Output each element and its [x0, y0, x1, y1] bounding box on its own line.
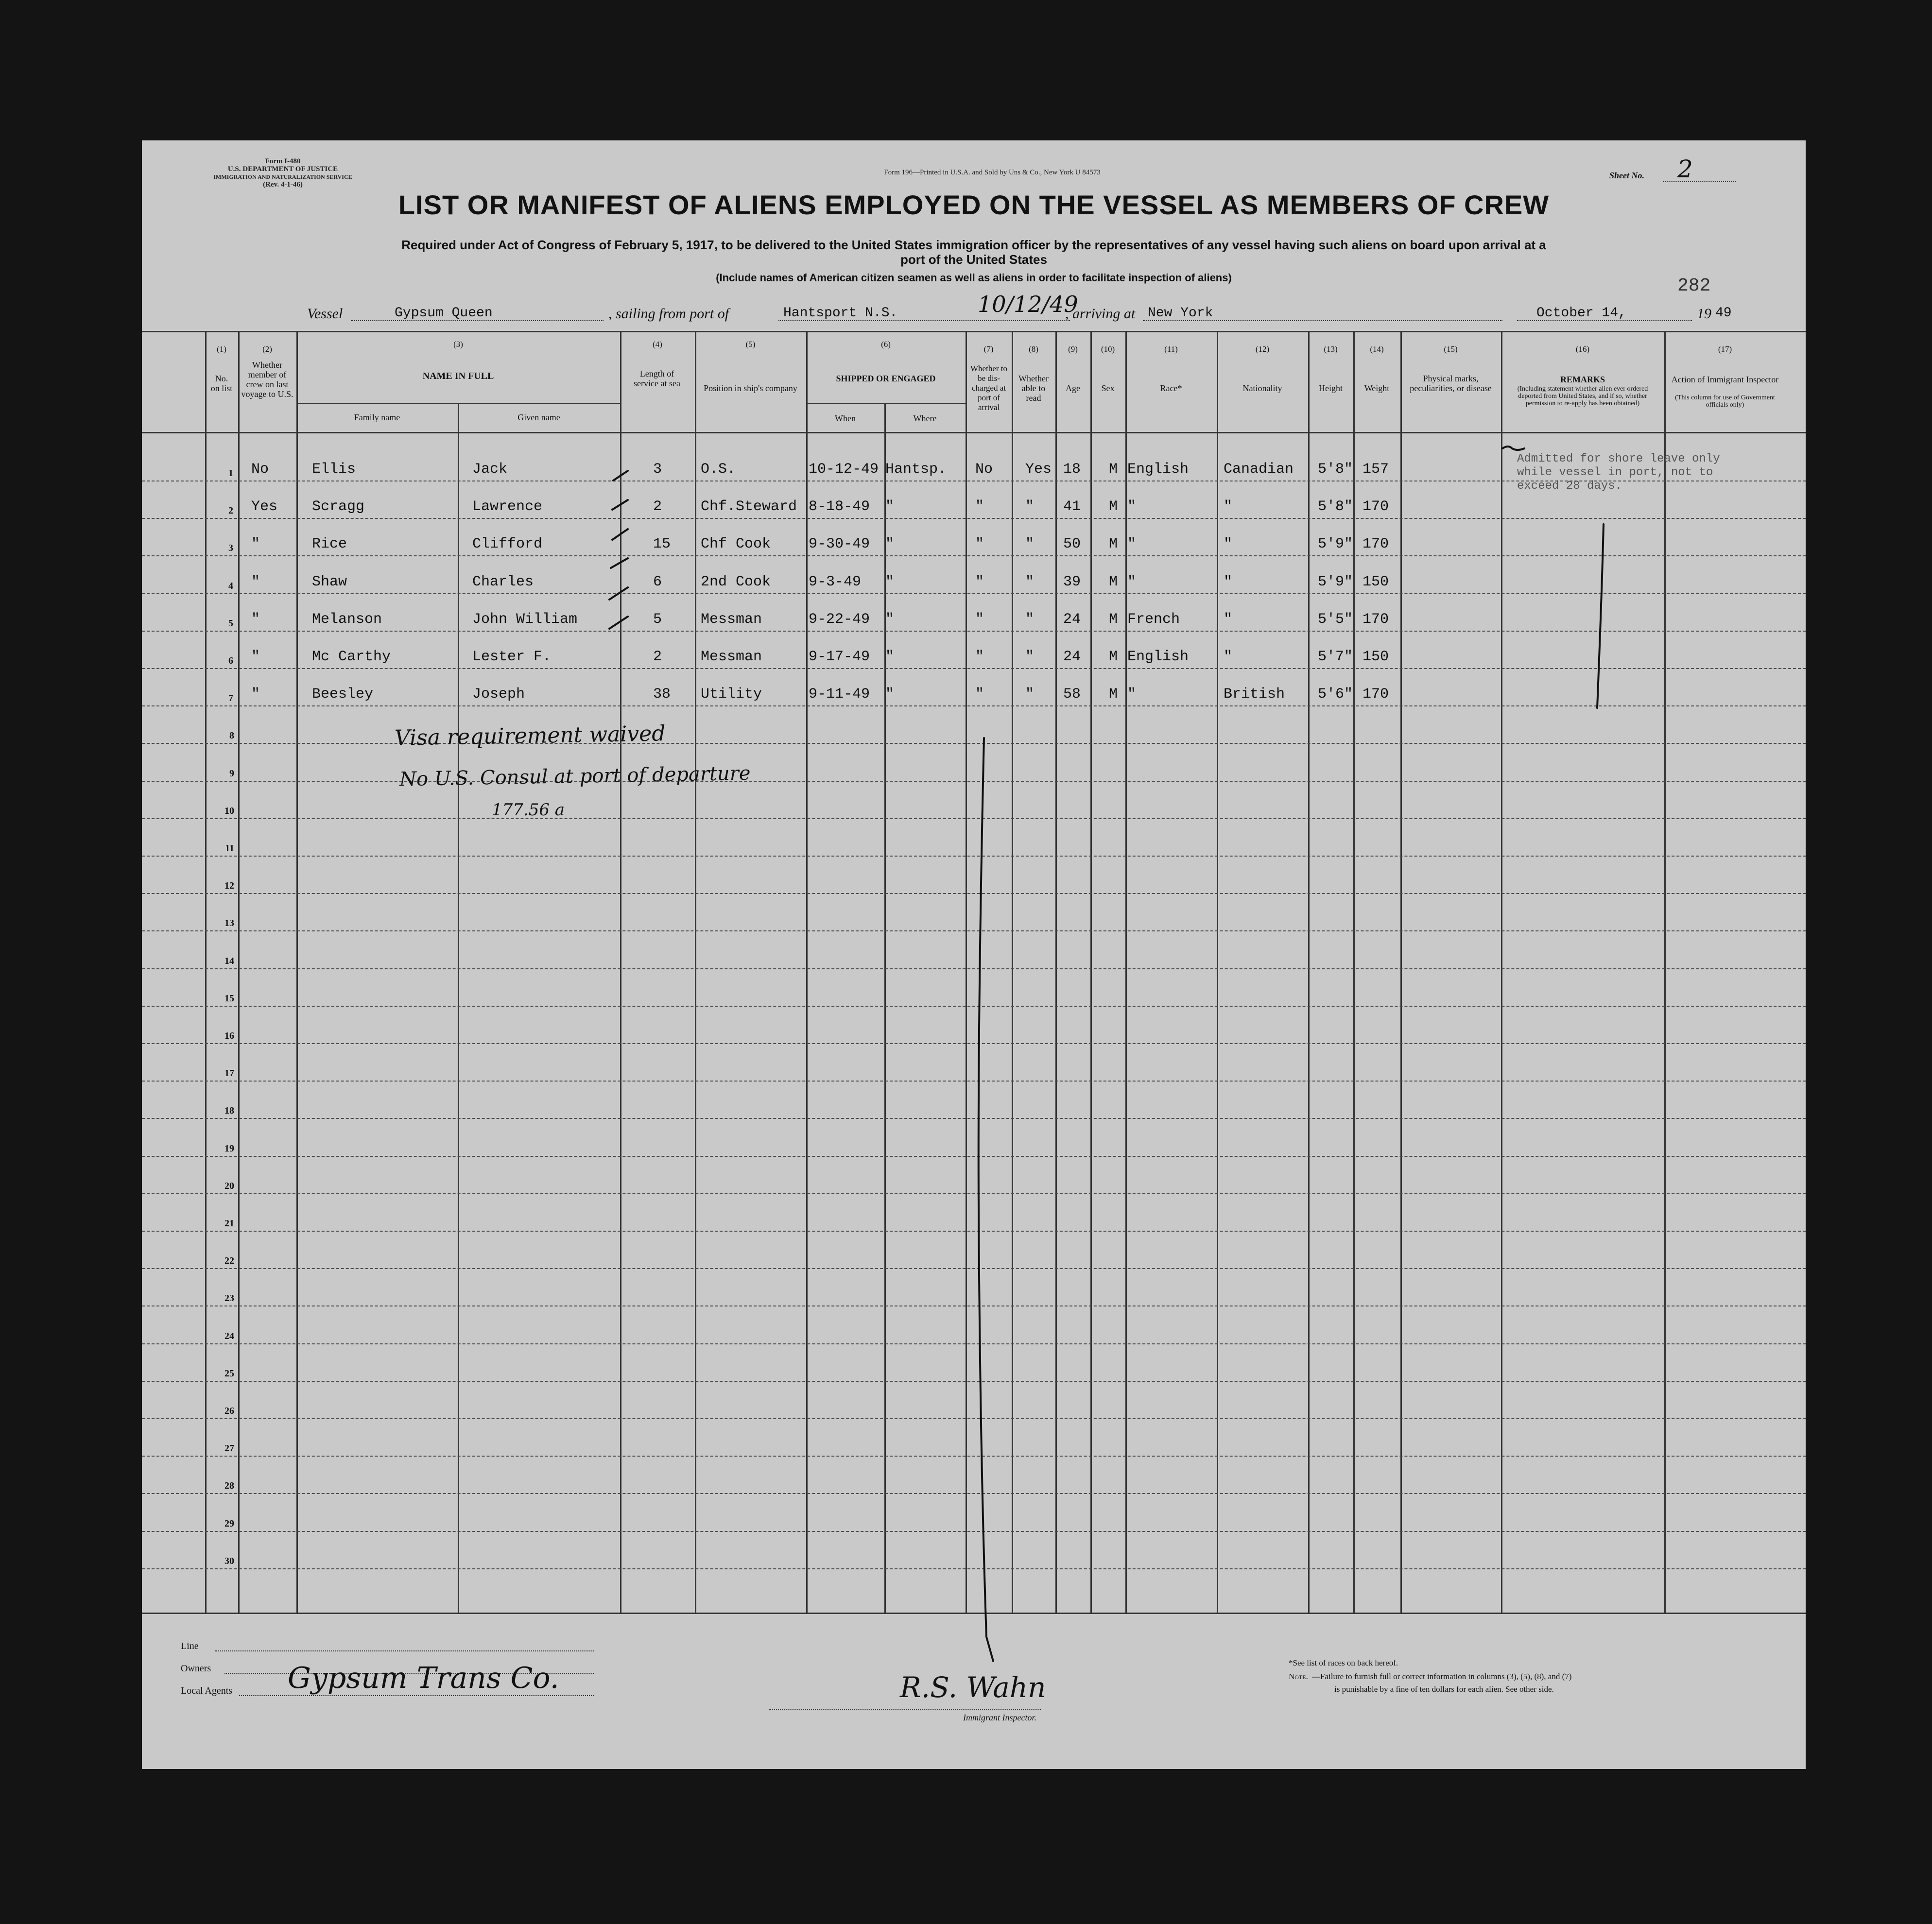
colnum-13: (13) — [1324, 344, 1338, 354]
row-number: 25 — [224, 1368, 234, 1379]
last-voyage-cell: No — [251, 461, 269, 478]
row-number: 14 — [224, 956, 234, 966]
colnum-2: (2) — [262, 344, 272, 354]
service-check-marks — [609, 471, 628, 629]
weight-cell: 150 — [1363, 574, 1389, 590]
height-cell: 5'7" — [1318, 649, 1353, 665]
race-cell: English — [1127, 649, 1189, 665]
sailing-label: , sailing from port of — [608, 306, 729, 322]
required-line-2: port of the United States — [900, 252, 1047, 267]
given-name-cell: Lawrence — [472, 498, 543, 515]
shipped-where-cell: " — [885, 574, 895, 590]
service-length-cell: 6 — [653, 574, 662, 590]
position-cell: 2nd Cook — [701, 574, 771, 590]
head-remarks: REMARKS — [1560, 375, 1605, 384]
head-age: Age — [1066, 383, 1080, 393]
nationality-cell: Canadian — [1224, 461, 1294, 478]
sex-cell: M — [1109, 611, 1118, 628]
note-label: Note. — [1289, 1672, 1308, 1681]
able-read-cell: " — [1025, 574, 1035, 590]
row-number: 6 — [228, 655, 233, 666]
family-name-cell: Melanson — [312, 611, 382, 628]
age-cell: 58 — [1063, 686, 1081, 703]
row-number: 26 — [224, 1406, 234, 1416]
sex-cell: M — [1109, 498, 1118, 515]
row-number: 13 — [224, 918, 234, 928]
nationality-cell: " — [1224, 574, 1233, 590]
given-name-cell: Charles — [472, 574, 534, 590]
head-sex: Sex — [1101, 383, 1115, 393]
discharge-cell: No — [975, 461, 993, 478]
head-name-in-full: NAME IN FULL — [422, 371, 494, 381]
age-cell: 41 — [1063, 498, 1081, 515]
last-voyage-cell: Yes — [251, 498, 278, 515]
footer-line-fill — [215, 1650, 594, 1651]
colnum-12: (12) — [1255, 344, 1270, 354]
row-number: 17 — [224, 1068, 234, 1079]
row-number: 30 — [224, 1556, 234, 1566]
age-cell: 18 — [1063, 461, 1081, 478]
head-no-on-list: No. on list — [210, 374, 233, 393]
position-cell: Utility — [701, 686, 762, 703]
row-number: 11 — [225, 843, 234, 854]
discharge-cell: " — [975, 686, 984, 703]
row-number: 12 — [224, 880, 234, 891]
inspector-fill — [769, 1709, 1041, 1710]
remarks-line-2: while vessel in port, not to — [1517, 466, 1713, 479]
position-cell: Messman — [701, 649, 762, 665]
colnum-7: (7) — [983, 344, 994, 354]
given-name-cell: Lester F. — [472, 649, 552, 665]
race-cell: " — [1127, 536, 1137, 552]
inspector-signature: R.S. Wahn — [900, 1671, 1046, 1704]
able-read-cell: " — [1025, 649, 1035, 665]
shipped-when-cell: 9-30-49 — [809, 536, 870, 552]
service-length-cell: 2 — [653, 649, 662, 665]
colnum-10: (10) — [1101, 344, 1115, 354]
handwritten-section-note: 177.56 a — [492, 800, 565, 820]
head-action-inspector: Action of Immigrant Inspector — [1671, 375, 1779, 384]
head-remarks-note: (Including statement whether alien ever ordered deported from United States, and if so, whether permission to re-apply has been obtained) — [1517, 385, 1648, 407]
sheet-label: Sheet No. — [1609, 171, 1644, 180]
arriving-label: , arriving at — [1065, 306, 1136, 322]
stamp-number: 282 — [1677, 275, 1711, 296]
head-height: Height — [1319, 383, 1343, 393]
shipped-where-cell: " — [885, 611, 895, 628]
head-given-name: Given name — [518, 412, 560, 422]
arriving-port: New York — [1148, 306, 1213, 321]
weight-cell: 170 — [1363, 611, 1389, 628]
sex-cell: M — [1109, 461, 1118, 478]
able-read-cell: " — [1025, 498, 1035, 515]
race-cell: English — [1127, 461, 1189, 478]
handwritten-visa-note: Visa requirement waived — [394, 721, 666, 751]
row-number: 27 — [224, 1443, 234, 1454]
handwritten-date: 10/12/49 — [978, 291, 1078, 317]
arrival-date: October 14, — [1536, 306, 1626, 321]
sex-cell: M — [1109, 536, 1118, 552]
nationality-cell: " — [1224, 649, 1233, 665]
given-name-cell: Joseph — [472, 686, 525, 703]
colnum-17: (17) — [1718, 344, 1732, 354]
nationality-cell: " — [1224, 536, 1233, 552]
printer-line: Form 196—Printed in U.S.A. and Sold by Uns & Co., New York U 84573 — [884, 169, 1101, 176]
row-number: 23 — [224, 1293, 234, 1304]
colnum-1: (1) — [217, 344, 226, 354]
row-number: 9 — [229, 768, 234, 779]
department: U.S. DEPARTMENT OF JUSTICE — [227, 165, 338, 173]
pen-marks — [142, 140, 1806, 1769]
able-read-cell: " — [1025, 686, 1035, 703]
manifest-page — [142, 140, 1806, 1769]
remarks-line-1: Admitted for shore leave only — [1517, 452, 1720, 465]
weight-cell: 170 — [1363, 536, 1389, 552]
colnum-16: (16) — [1575, 344, 1590, 354]
height-cell: 5'9" — [1318, 574, 1353, 590]
shipped-when-cell: 10-12-49 — [809, 461, 879, 478]
row-number: 7 — [228, 693, 233, 704]
required-line-1: Required under Act of Congress of February 5, 1917, to be delivered to the United States immigration officer by the representatives of any vessel having such aliens on board upon arrival at a — [401, 238, 1546, 252]
discharge-cell: " — [975, 498, 984, 515]
year-prefix: 19 — [1697, 306, 1711, 322]
height-cell: 5'8" — [1318, 498, 1353, 515]
colnum-14: (14) — [1370, 344, 1384, 354]
position-cell: Messman — [701, 611, 762, 628]
family-name-cell: Mc Carthy — [312, 649, 391, 665]
service-length-cell: 5 — [653, 611, 662, 628]
row-number: 22 — [224, 1255, 234, 1266]
age-cell: 24 — [1063, 649, 1081, 665]
row-number: 28 — [224, 1480, 234, 1491]
family-name-cell: Ellis — [312, 461, 356, 478]
nationality-cell: " — [1224, 611, 1233, 628]
position-cell: Chf Cook — [701, 536, 771, 552]
sheet-number: 2 — [1677, 155, 1693, 183]
row-number: 15 — [224, 993, 234, 1004]
shipped-when-cell: 9-22-49 — [809, 611, 870, 628]
race-cell: " — [1127, 498, 1137, 515]
colnum-15: (15) — [1444, 344, 1458, 354]
footer-line-label: Line — [181, 1641, 199, 1651]
row-number: 21 — [224, 1218, 234, 1229]
footer-owners-label: Owners — [181, 1663, 211, 1674]
sex-cell: M — [1109, 686, 1118, 703]
colnum-9: (9) — [1068, 344, 1078, 354]
row-number: 29 — [224, 1518, 234, 1529]
form-number: Form I-480 — [265, 157, 301, 165]
row-number: 2 — [228, 505, 233, 516]
able-read-cell: Yes — [1025, 461, 1052, 478]
race-cell: " — [1127, 686, 1137, 703]
service-length-cell: 2 — [653, 498, 662, 515]
family-name-cell: Rice — [312, 536, 347, 552]
colnum-8: (8) — [1029, 344, 1038, 354]
race-cell: French — [1127, 611, 1180, 628]
port-name: Hantsport N.S. — [783, 306, 898, 321]
height-cell: 5'9" — [1318, 536, 1353, 552]
shipped-where-cell: " — [885, 498, 895, 515]
agents-signature: Gypsum Trans Co. — [288, 1661, 559, 1695]
row-number: 3 — [228, 543, 233, 553]
head-family-name: Family name — [354, 412, 400, 422]
head-last-voyage: Whether member of crew on last voyage to U.S. — [241, 360, 293, 399]
row-number: 10 — [224, 806, 234, 816]
height-cell: 5'5" — [1318, 611, 1353, 628]
row-number: 20 — [224, 1181, 234, 1191]
colnum-3: (3) — [453, 340, 463, 349]
colnum-4: (4) — [653, 340, 662, 349]
height-cell: 5'6" — [1318, 686, 1353, 703]
age-cell: 24 — [1063, 611, 1081, 628]
head-nationality: Nationality — [1242, 383, 1282, 393]
head-weight: Weight — [1364, 383, 1390, 393]
arrival-year: 49 — [1715, 306, 1732, 321]
head-discharged: Whether to be dis-charged at port of arrival — [970, 364, 1007, 412]
age-cell: 39 — [1063, 574, 1081, 590]
row-number: 24 — [224, 1331, 234, 1341]
nationality-cell: British — [1224, 686, 1285, 703]
discharge-cell: " — [975, 574, 984, 590]
colnum-11: (11) — [1164, 344, 1178, 354]
last-voyage-cell: " — [251, 574, 260, 590]
head-race: Race* — [1160, 383, 1182, 393]
weight-cell: 170 — [1363, 686, 1389, 703]
service: IMMIGRATION AND NATURALIZATION SERVICE — [213, 173, 352, 180]
shipped-where-cell: Hantsp. — [885, 461, 947, 478]
row-number: 5 — [228, 618, 233, 629]
position-cell: Chf.Steward — [701, 498, 797, 515]
shipped-when-cell: 9-11-49 — [809, 686, 870, 703]
row-number: 4 — [228, 581, 233, 591]
family-name-cell: Scragg — [312, 498, 365, 515]
row-number: 18 — [224, 1105, 234, 1116]
discharge-cell: " — [975, 536, 984, 552]
family-name-cell: Beesley — [312, 686, 374, 703]
given-name-cell: Jack — [472, 461, 508, 478]
colnum-6: (6) — [881, 340, 891, 349]
shipped-where-cell: " — [885, 686, 895, 703]
weight-cell: 150 — [1363, 649, 1389, 665]
nationality-cell: " — [1224, 498, 1233, 515]
note-line-1: —Failure to furnish full or correct information in columns (3), (5), (8), and (7) — [1312, 1672, 1572, 1681]
last-voyage-cell: " — [251, 686, 260, 703]
race-cell: " — [1127, 574, 1137, 590]
shipped-where-cell: " — [885, 536, 895, 552]
races-note: *See list of races on back hereof. — [1289, 1658, 1398, 1667]
head-physical-marks: Physical marks, peculiarities, or disease — [1410, 374, 1492, 393]
age-cell: 50 — [1063, 536, 1081, 552]
able-read-cell: " — [1025, 611, 1035, 628]
vessel-label: Vessel — [307, 306, 343, 322]
colnum-5: (5) — [745, 340, 756, 349]
row-number: 16 — [224, 1031, 234, 1041]
shipped-when-cell: 9-3-49 — [809, 574, 862, 590]
vessel-name: Gypsum Queen — [395, 306, 493, 321]
head-action-note: (This column for use of Government officials only) — [1675, 394, 1775, 409]
given-name-cell: Clifford — [472, 536, 543, 552]
row-number: 8 — [229, 730, 234, 741]
discharge-cell: " — [975, 611, 984, 628]
service-length-cell: 3 — [653, 461, 662, 478]
ditto-line-discharge — [979, 738, 993, 1661]
head-able-read: Whether able to read — [1018, 374, 1049, 403]
shipped-when-cell: 8-18-49 — [809, 498, 870, 515]
shipped-where-cell: " — [885, 649, 895, 665]
footer-agents-fill — [239, 1695, 594, 1696]
footer-agents-label: Local Agents — [181, 1685, 233, 1696]
row-number: 19 — [224, 1143, 234, 1154]
service-length-cell: 38 — [653, 686, 671, 703]
sex-cell: M — [1109, 574, 1118, 590]
remarks-squiggle — [1502, 447, 1524, 450]
shipped-when-cell: 9-17-49 — [809, 649, 870, 665]
ditto-line-remarks — [1597, 524, 1604, 708]
sex-cell: M — [1109, 649, 1118, 665]
head-position: Position in ship's company — [704, 383, 797, 393]
head-shipped: SHIPPED OR ENGAGED — [836, 374, 936, 383]
able-read-cell: " — [1025, 536, 1035, 552]
position-cell: O.S. — [701, 461, 736, 478]
last-voyage-cell: " — [251, 611, 260, 628]
head-length-service: Length of service at sea — [634, 369, 680, 388]
weight-cell: 157 — [1363, 461, 1389, 478]
row-number: 1 — [228, 468, 233, 479]
handwritten-consul-note: No U.S. Consul at port of departure — [399, 762, 751, 791]
weight-cell: 170 — [1363, 498, 1389, 515]
discharge-cell: " — [975, 649, 984, 665]
head-where: Where — [913, 413, 937, 423]
head-when: When — [835, 413, 856, 423]
revision: (Rev. 4-1-46) — [263, 181, 303, 189]
family-name-cell: Shaw — [312, 574, 347, 590]
inspector-label: Immigrant Inspector. — [963, 1713, 1036, 1722]
service-length-cell: 15 — [653, 536, 671, 552]
given-name-cell: John William — [472, 611, 578, 628]
note-line-2: is punishable by a fine of ten dollars for each alien. See other side. — [1334, 1684, 1554, 1694]
height-cell: 5'8" — [1318, 461, 1353, 478]
page-title: LIST OR MANIFEST OF ALIENS EMPLOYED ON THE VESSEL AS MEMBERS OF CREW — [398, 189, 1550, 220]
include-note: (Include names of American citizen seamen as well as aliens in order to facilitate inspection of aliens) — [716, 272, 1232, 284]
last-voyage-cell: " — [251, 649, 260, 665]
remarks-line-3: exceed 28 days. — [1517, 480, 1622, 493]
last-voyage-cell: " — [251, 536, 260, 552]
